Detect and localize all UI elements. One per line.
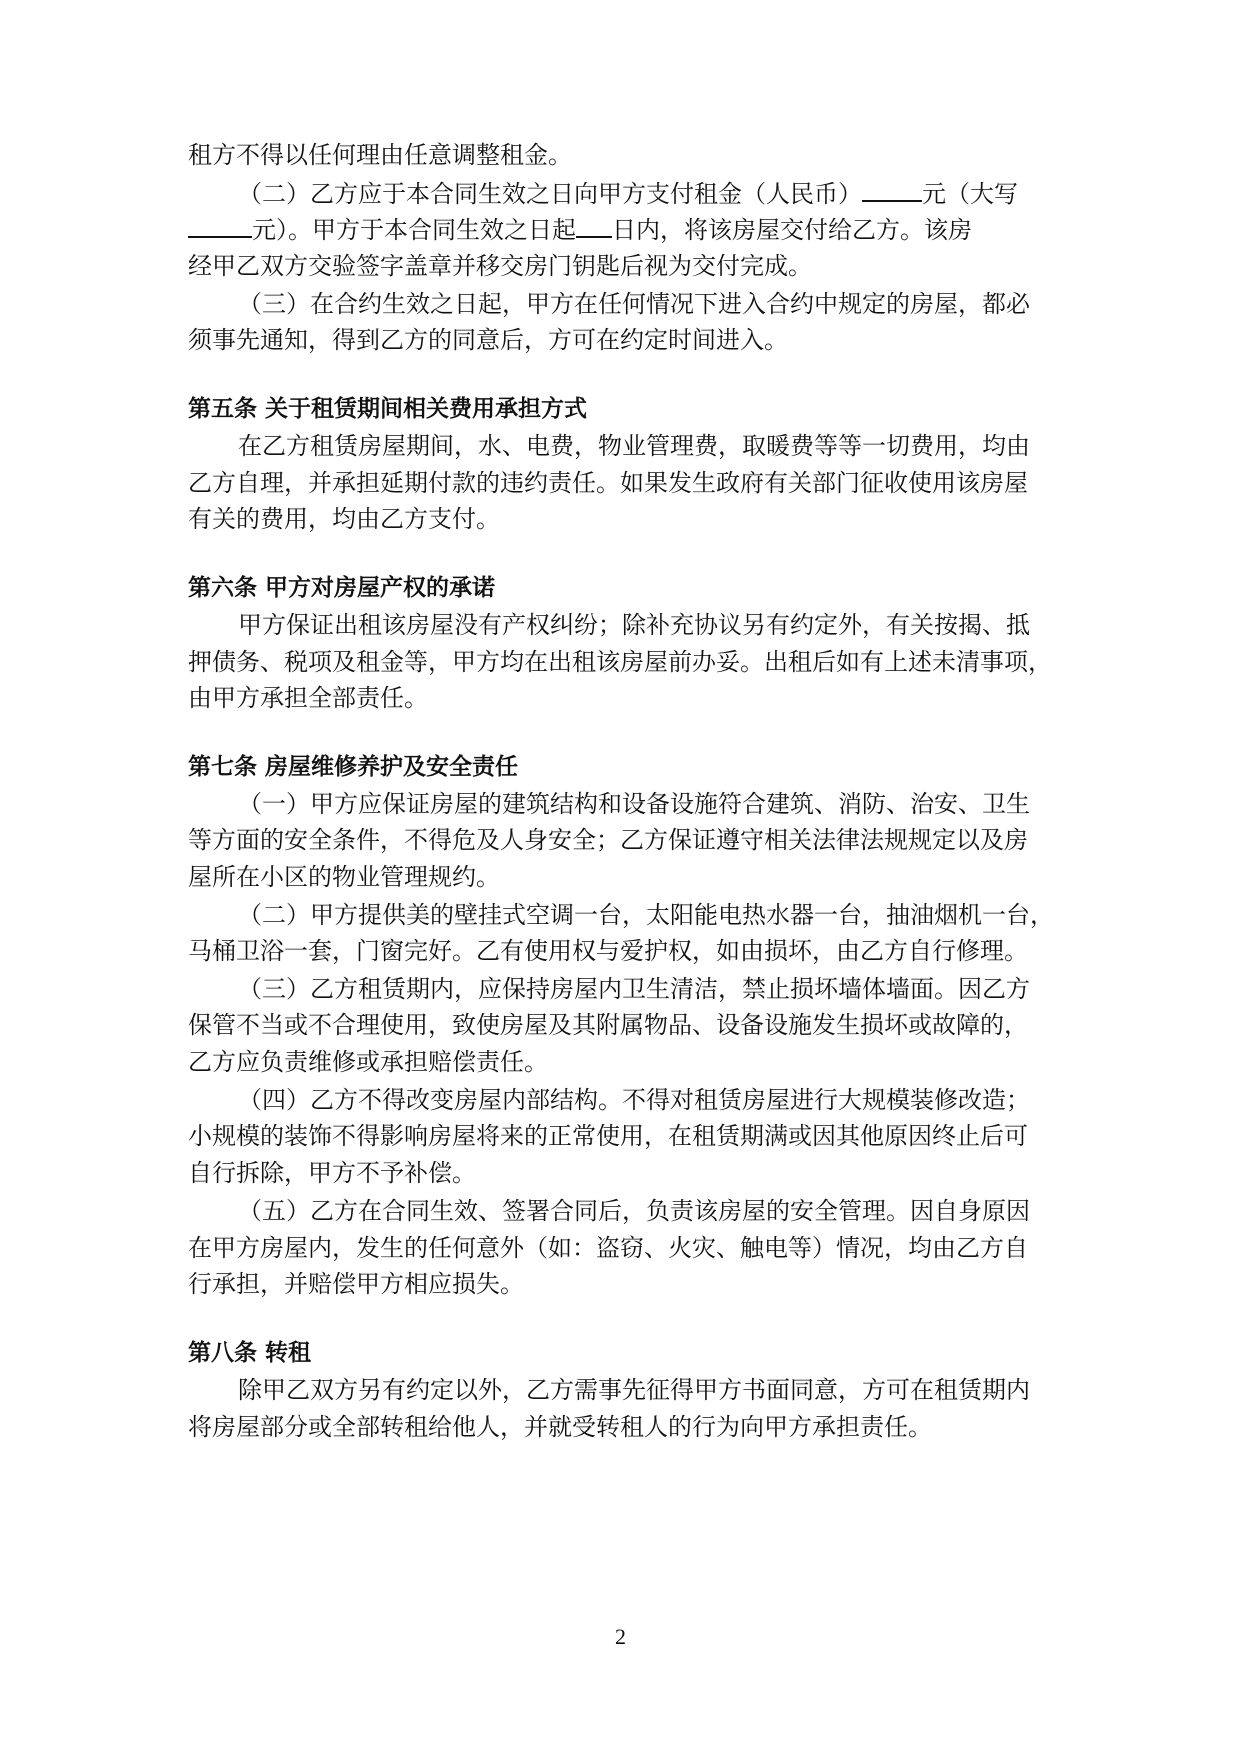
text-line: 在甲方房屋内，发生的任何意外（如：盗窃、火灾、触电等）情况，均由乙方自	[188, 1234, 1028, 1262]
section-heading-6: 第六条 甲方对房屋产权的承诺	[188, 575, 496, 601]
text-segment: 日内，将该房屋交付给乙方。该房	[612, 216, 972, 244]
text-line	[188, 213, 1068, 247]
text-line	[238, 177, 1068, 211]
page-number: 2	[615, 1624, 626, 1649]
text-line: （三）在合约生效之日起，甲方在任何情况下进入合约中规定的房屋，都必	[238, 290, 1030, 318]
text-line: 经甲乙双方交验签字盖章并移交房门钥匙后视为交付完成。	[188, 252, 812, 280]
text-line: 押债务、税项及租金等，甲方均在出租该房屋前办妥。出租后如有上述未清事项，	[188, 648, 1052, 676]
text-segment: （二）乙方应于本合同生效之日向甲方支付租金（人民币）	[238, 180, 862, 208]
delivery-days-blank	[576, 214, 612, 238]
text-line: 有关的费用，均由乙方支付。	[188, 505, 500, 533]
text-line: （三）乙方租赁期内，应保持房屋内卫生清洁，禁止损坏墙体墙面。因乙方	[238, 975, 1030, 1003]
text-line: 马桶卫浴一套，门窗完好。乙有使用权与爱护权，如由损坏，由乙方自行修理。	[188, 937, 1028, 965]
text-line: （二）甲方提供美的壁挂式空调一台，太阳能电热水器一台，抽油烟机一台，	[238, 901, 1054, 929]
rent-amount-words-blank	[188, 214, 252, 238]
section-heading-8: 第八条 转租	[188, 1340, 312, 1366]
text-line: 行承担，并赔偿甲方相应损失。	[188, 1270, 524, 1298]
text-line: 甲方保证出租该房屋没有产权纠纷；除补充协议另有约定外，有关按揭、抵	[238, 611, 1030, 639]
text-line: 屋所在小区的物业管理规约。	[188, 863, 500, 891]
text-line: 由甲方承担全部责任。	[188, 684, 428, 712]
text-segment: 元（大写	[922, 180, 1018, 208]
text-line: 在乙方租赁房屋期间，水、电费，物业管理费，取暖费等等一切费用，均由	[238, 432, 1030, 460]
text-line: 租方不得以任何理由任意调整租金。	[188, 141, 572, 169]
text-line: 小规模的装饰不得影响房屋将来的正常使用，在租赁期满或因其他原因终止后可	[188, 1122, 1028, 1150]
text-line: （一）甲方应保证房屋的建筑结构和设备设施符合建筑、消防、治安、卫生	[238, 790, 1030, 818]
text-line: 除甲乙双方另有约定以外，乙方需事先征得甲方书面同意，方可在租赁期内	[238, 1376, 1030, 1404]
text-line: 保管不当或不合理使用，致使房屋及其附属物品、设备设施发生损坏或故障的，	[188, 1011, 1028, 1039]
text-line: 等方面的安全条件，不得危及人身安全；乙方保证遵守相关法律法规规定以及房	[188, 826, 1028, 854]
text-line: 自行拆除，甲方不予补偿。	[188, 1159, 476, 1187]
rent-amount-blank	[862, 178, 922, 202]
section-heading-7: 第七条 房屋维修养护及安全责任	[188, 754, 519, 780]
text-line: 乙方应负责维修或承担赔偿责任。	[188, 1048, 548, 1076]
text-line: （五）乙方在合同生效、签署合同后，负责该房屋的安全管理。因自身原因	[238, 1197, 1030, 1225]
text-line: 须事先通知，得到乙方的同意后，方可在约定时间进入。	[188, 326, 788, 354]
text-segment: 元）。甲方于本合同生效之日起	[252, 216, 576, 244]
text-line: 乙方自理，并承担延期付款的违约责任。如果发生政府有关部门征收使用该房屋	[188, 469, 1028, 497]
section-heading-5: 第五条 关于租赁期间相关费用承担方式	[188, 396, 588, 422]
text-line: （四）乙方不得改变房屋内部结构。不得对租赁房屋进行大规模装修改造；	[238, 1086, 1030, 1114]
text-line: 将房屋部分或全部转租给他人，并就受转租人的行为向甲方承担责任。	[188, 1413, 932, 1441]
